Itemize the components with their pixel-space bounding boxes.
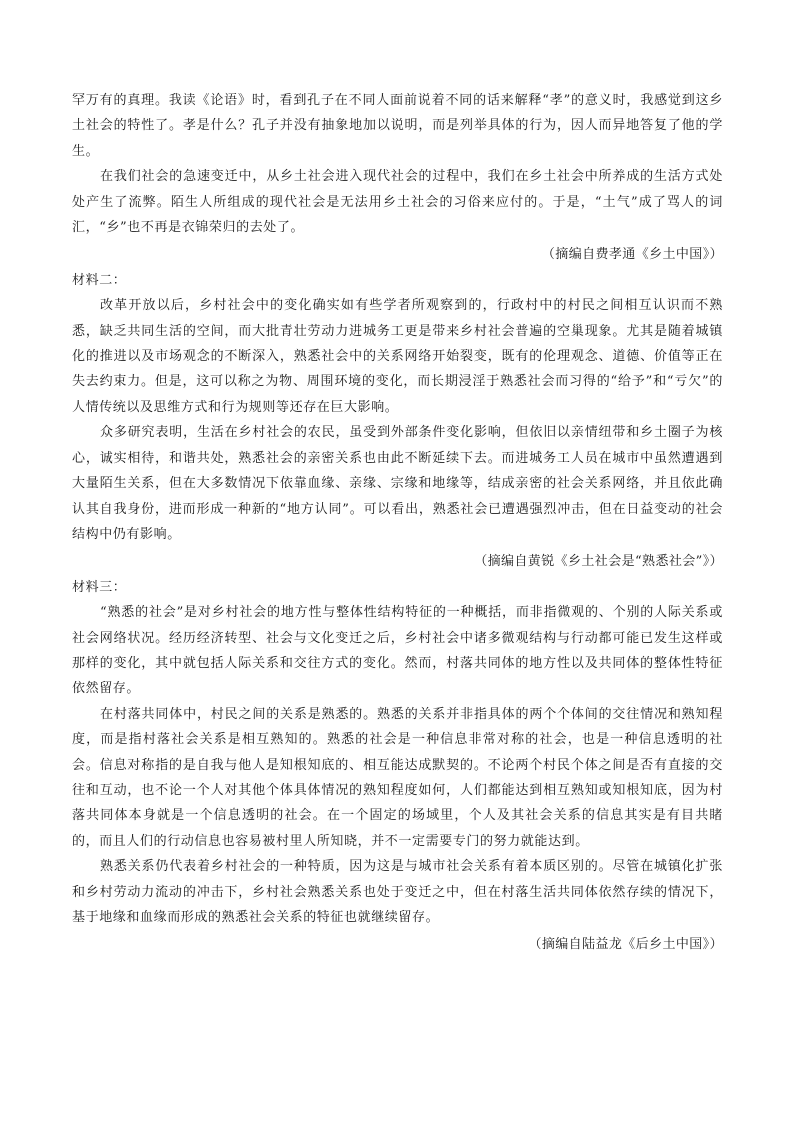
material-one-continuation [72,88,723,268]
source-citation: （摘编自费孝通《乡土中国》） [541,247,723,263]
material-heading: 材料三： [72,579,127,595]
paragraph: 改革开放以后，乡村社会中的变化确实如有些学者所观察到的，行政村中的村民之间相互认识而不熟悉，缺乏共同生活的空间，而大批青壮劳动力进城务工更是带来乡村社会普遍的空巢现象。尤其是随着城镇化的推进以及市场观念的不断深入，熟悉社会中的关系网络开始裂变，既有的伦理观念、道德、价值等正在失去约束力。但是，这可以称之为物、周围环境的变化，而长期浸淫于熟悉社会而习得的“给予”和“亏欠”的人情传统以及思维方式和行为规则等还存在巨大影响。 [72,298,723,415]
source-citation: （摘编自陆益龙《后乡土中国》） [528,937,723,953]
material-three [72,575,723,958]
paragraph: 在我们社会的急速变迁中，从乡土社会进入现代社会的过程中，我们在乡土社会中所养成的生活方式处处产生了流弊。陌生人所组成的现代社会是无法用乡土社会的习俗来应付的。于是，“土气”成了骂人的词汇，“乡”也不再是衣锦荣归的去处了。 [72,169,723,236]
document-page [72,88,723,958]
paragraph: “熟悉的社会”是对乡村社会的地方性与整体性结构特征的一种概括，而非指微观的、个别的人际关系或社会网络状况。经历经济转型、社会与文化变迁之后，乡村社会中诸多微观结构与行动都可能已发生这样或那样的变化，其中就包括人际关系和交往方式的变化。然而，村落共同体的地方性以及共同体的整体性特征依然留存。 [72,605,723,697]
paragraph: 熟悉关系仍代表着乡村社会的一种特质，因为这是与城市社会关系有着本质区别的。尽管在城镇化扩张和乡村劳动力流动的冲击下，乡村社会熟悉关系也处于变迁之中，但在村落生活共同体依然存续的情况下，基于地缘和血缘而形成的熟悉社会关系的特征也就继续留存。 [72,859,723,925]
paragraph: 众多研究表明，生活在乡村社会的农民，虽受到外部条件变化影响，但依旧以亲情纽带和乡土圈子为核心，诚实相待，和谐共处，熟悉社会的亲密关系也由此不断延续下去。而进城务工人员在城市中虽然遭遇到大量陌生关系，但在大多数情况下依靠血缘、亲缘、宗缘和地缘等，结成亲密的社会关系网络，并且依此确认其自我身份，进而形成一种新的“地方认同”。可以看出，熟悉社会已遭遇强烈冲击，但在日益变动的社会结构中仍有影响。 [72,425,723,542]
paragraph: 罕万有的真理。我读《论语》时，看到孔子在不同人面前说着不同的话来解释“孝”的意义时，我感觉到这乡土社会的特性了。孝是什么？孔子并没有抽象地加以说明，而是列举具体的行为，因人而异地答复了他的学生。 [72,93,723,159]
source-citation: （摘编自黄锐《乡土社会是“熟悉社会”》） [474,554,723,570]
paragraph: 在村落共同体中，村民之间的关系是熟悉的。熟悉的关系并非指具体的两个个体间的交往情况和熟知程度，而是指村落社会关系是相互熟知的。熟悉的社会是一种信息非常对称的社会，也是一种信息透明的社会。信息对称指的是自我与他人是知根知底的、相互能达成默契的。不论两个村民个体之间是否有直接的交往和互动，也不论一个人对其他个体具体情况的熟知程度如何，人们都能达到相互熟知或知根知底，因为村落共同体本身就是一个信息透明的社会。在一个固定的场域里，个人及其社会关系的信息其实是有目共睹的，而且人们的行动信息也容易被村里人所知晓，并不一定需要专门的努力就能达到。 [72,706,723,849]
material-two [72,268,723,575]
material-heading: 材料二： [72,272,127,288]
